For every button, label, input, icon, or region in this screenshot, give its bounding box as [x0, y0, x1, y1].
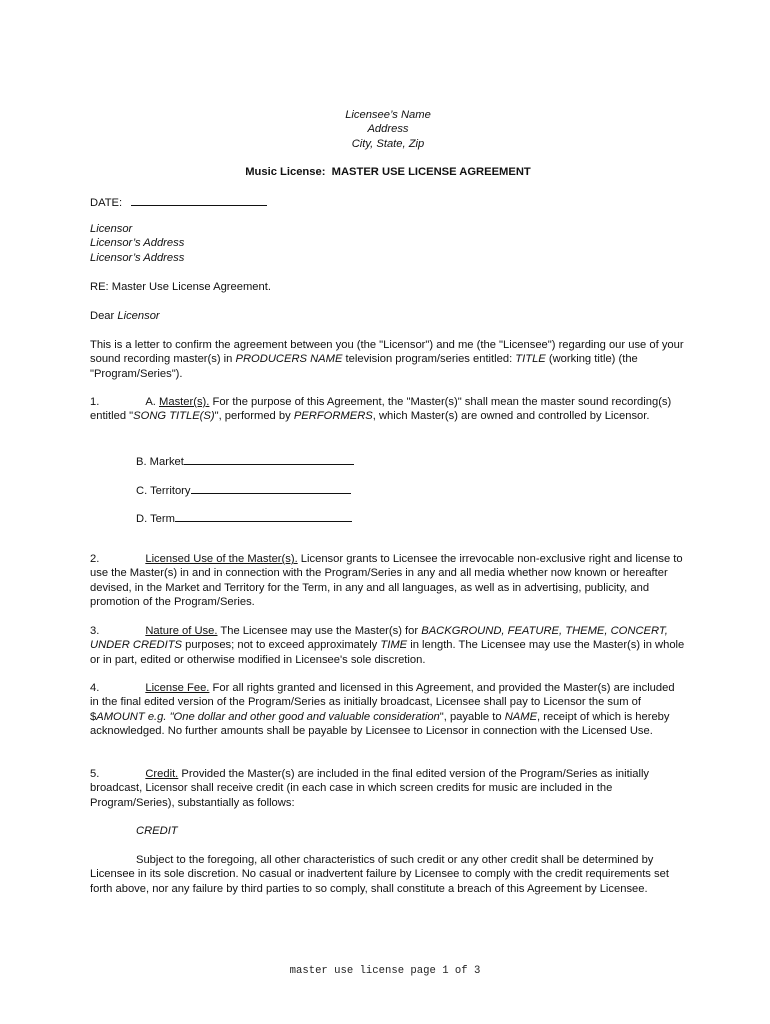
section-3-time: TIME: [380, 639, 408, 652]
section-1-text-1: For the purpose of this Agreement, the "Master(s)" shall mean the master sound recording(s) entitled ": [90, 396, 672, 423]
page-footer: master use license page 1 of 3: [289, 965, 481, 977]
section-4-number: 4.: [90, 682, 100, 694]
credit-placeholder: CREDIT: [136, 825, 178, 837]
section-2-text: Licensor grants to Licensee the irrevocable non-exclusive right and license to use the Master(s) in and in connection with the Program/Series in any and all media whether now known or hereafter devised, in the Market and Territory for the Term, in any and all languages, as well as in advertising, publicity, and promotion of the Program/Series.: [90, 553, 683, 608]
intro-title: TITLE: [515, 353, 546, 366]
section-1-performers: PERFORMERS: [293, 410, 373, 423]
territory-line: [136, 482, 351, 498]
section-1-text-3: , which Master(s) are owned and controlled by Licensor.: [372, 410, 650, 423]
document-title: [90, 165, 686, 179]
licensee-address: Address: [367, 123, 409, 136]
section-4-text-1: For all rights granted and licensed in this Agreement, and provided the Master(s) are included in the final edited version of the Program/Series as initially broadcast, Licensee shall pay to Licensor the sum of $: [90, 682, 675, 723]
section-5-text: Provided the Master(s) are included in the final edited version of the Program/Series as initially broadcast, Licensor shall receive credit (in each case in which screen credits for music are included in the Program/Series), substantially as follows:: [90, 768, 650, 809]
section-5: [90, 767, 686, 810]
section-3-text-1: The Licensee may use the Master(s) for: [217, 625, 422, 637]
section-5-number: 5.: [90, 768, 100, 780]
re-line: RE: Master Use License Agreement.: [90, 281, 271, 293]
salutation: [90, 309, 686, 323]
title-main: MASTER USE LICENSE AGREEMENT: [331, 166, 531, 178]
date-label: DATE:: [90, 197, 123, 209]
market-line: [136, 453, 354, 469]
section-3-uses: BACKGROUND, FEATURE, THEME, CONCERT, UNDER CREDITS: [90, 625, 668, 652]
date-blank: [131, 194, 267, 206]
market-blank: [184, 453, 354, 465]
licensor-name: Licensor: [90, 223, 133, 235]
section-3-heading: Nature of Use.: [145, 625, 218, 637]
section-3-text-3: in length. The Licensee may use the Master(s) in whole or in part, edited or otherwise modified in Licensee's sole discretion.: [90, 639, 685, 666]
licensor-address-1: Licensor’s Address: [90, 237, 185, 250]
intro-text-1: This is a letter to confirm the agreement between you (the "Licensor") and me (the "Licensee") regarding our use of your sound recording master(s) in: [90, 339, 684, 366]
salutation-dear: Dear: [90, 310, 115, 322]
licensor-address-2: Licensor’s Address: [90, 251, 185, 264]
section-2: [90, 552, 686, 609]
intro-text-2: television program/series entitled:: [342, 353, 516, 366]
section-1-song: SONG TITLE(S): [133, 410, 215, 423]
section-4-name: NAME: [504, 710, 538, 723]
licensor-block: [90, 222, 686, 265]
intro-paragraph: [90, 338, 686, 381]
section-4: [90, 681, 686, 738]
section-4-heading: License Fee.: [145, 682, 210, 694]
licensee-header: [90, 108, 686, 151]
intro-text-3: (working title) (the "Program/Series").: [90, 353, 638, 380]
section-1-letter: A.: [145, 396, 156, 408]
section-4-amount: AMOUNT e.g. "One dollar and other good and valuable consideration: [96, 710, 440, 723]
section-3-number: 3.: [90, 625, 100, 637]
section-1-text-2: ", performed by: [214, 410, 294, 423]
date-line: [90, 194, 686, 210]
section-3: [90, 624, 686, 667]
salutation-name: Licensor: [117, 310, 160, 322]
section-1-number: 1.: [90, 396, 100, 408]
licensee-name: Licensee’s Name: [345, 109, 431, 121]
section-3-text-2: purposes; not to exceed approximately: [182, 639, 381, 652]
section-4-text-3: , receipt of which is hereby acknowledged. No further amounts shall be payable by Licensee to Licensor in connection with the Licensed Use.: [90, 710, 670, 737]
section-1-heading: Master(s).: [159, 396, 210, 408]
section-2-number: 2.: [90, 553, 100, 565]
territory-blank: [191, 482, 351, 494]
licensee-city-state-zip: City, State, Zip: [351, 137, 425, 150]
term-line: [136, 510, 352, 526]
market-label: B. Market: [136, 456, 184, 468]
credit-terms-paragraph: Subject to the foregoing, all other characteristics of such credit or any other credit shall be determined by Licensee in its sole discretion. No casual or inadvertent failure by Licensee to comply with the credit requirements set forth above, nor any failure by third parties to so comply, shall constitute a breach of this Agreement by Licensee.: [90, 854, 669, 895]
title-prefix: Music License:: [245, 166, 326, 178]
intro-producers: PRODUCERS NAME: [235, 353, 343, 366]
section-2-heading: Licensed Use of the Master(s).: [145, 553, 298, 565]
term-label: D. Term: [136, 513, 175, 525]
section-4-text-2: ", payable to: [439, 710, 505, 723]
section-5-heading: Credit.: [145, 768, 179, 780]
term-blank: [175, 510, 352, 522]
territory-label: C. Territory: [136, 485, 191, 497]
section-1: [90, 395, 686, 424]
